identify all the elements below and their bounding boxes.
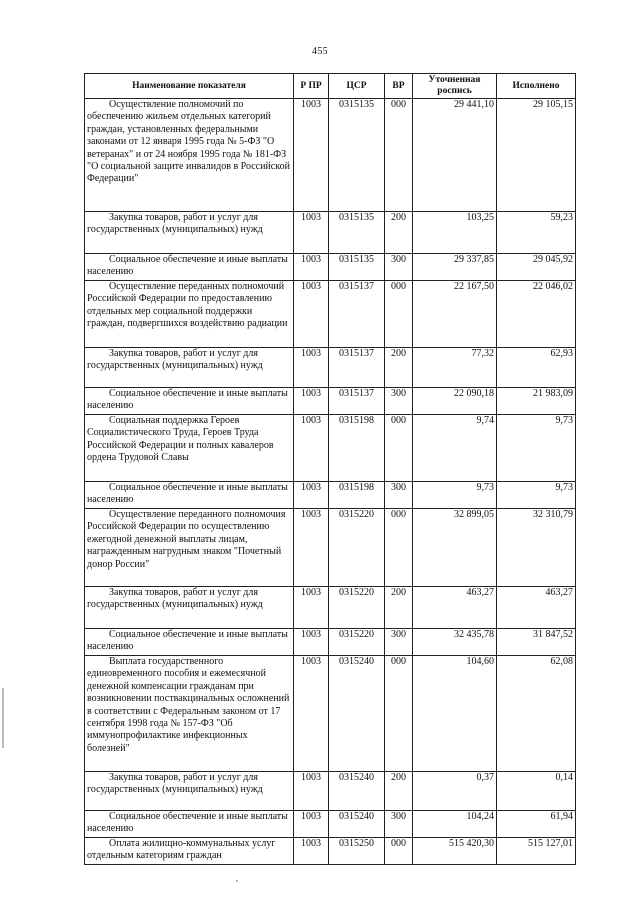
header-name: Наименование показателя: [85, 74, 294, 99]
row-name: Социальное обеспечение и иные выплаты населению: [85, 388, 294, 415]
row-rpr: 1003: [294, 415, 329, 482]
row-csr: 0315240: [329, 656, 385, 772]
row-done: 463,27: [497, 587, 576, 629]
scan-edge-mark: [2, 688, 4, 748]
row-plan: 29 441,10: [413, 99, 497, 212]
row-plan: 32 435,78: [413, 629, 497, 656]
row-rpr: 1003: [294, 629, 329, 656]
row-csr: 0315137: [329, 388, 385, 415]
row-plan: 103,25: [413, 212, 497, 254]
table-row: [85, 281, 576, 348]
header-plan: Уточненная роспись: [413, 74, 497, 99]
row-plan: 9,74: [413, 415, 497, 482]
row-csr: 0315220: [329, 587, 385, 629]
row-name: Социальное обеспечение и иные выплаты населению: [85, 482, 294, 509]
row-name: Осуществление полномочий по обеспечению жильем отдельных категорий граждан, установленных федеральными законами от 12 января 1995 года № 5-ФЗ "О ветеранах" и от 24 ноября 1995 года № 181-ФЗ "О социальной защите инвалидов в Российской Федерации": [85, 99, 294, 212]
row-rpr: 1003: [294, 281, 329, 348]
row-name: Социальное обеспечение и иные выплаты населению: [85, 629, 294, 656]
row-name: Закупка товаров, работ и услуг для государственных (муниципальных) нужд: [85, 212, 294, 254]
budget-table: [84, 73, 576, 865]
row-csr: 0315135: [329, 212, 385, 254]
row-vr: 200: [385, 348, 413, 388]
row-name: Осуществление переданных полномочий Российской Федерации по предоставлению отдельных мер социальной поддержки граждан, подвергшихся воздействию радиации: [85, 281, 294, 348]
row-done: 9,73: [497, 482, 576, 509]
row-vr: 000: [385, 509, 413, 587]
row-name: Социальное обеспечение и иные выплаты населению: [85, 254, 294, 281]
row-plan: 32 899,05: [413, 509, 497, 587]
row-done: 59,23: [497, 212, 576, 254]
row-vr: 200: [385, 587, 413, 629]
row-done: 62,93: [497, 348, 576, 388]
row-rpr: 1003: [294, 388, 329, 415]
row-rpr: 1003: [294, 212, 329, 254]
row-vr: 000: [385, 415, 413, 482]
row-vr: 000: [385, 656, 413, 772]
row-vr: 000: [385, 281, 413, 348]
header-rpr: Р ПР: [294, 74, 329, 99]
row-done: 22 046,02: [497, 281, 576, 348]
row-vr: 300: [385, 629, 413, 656]
row-plan: 29 337,85: [413, 254, 497, 281]
row-csr: 0315135: [329, 99, 385, 212]
table-row: [85, 482, 576, 509]
table-row: [85, 772, 576, 811]
row-name: Закупка товаров, работ и услуг для государственных (муниципальных) нужд: [85, 587, 294, 629]
row-done: 515 127,01: [497, 838, 576, 865]
row-csr: 0315220: [329, 509, 385, 587]
row-name: Закупка товаров, работ и услуг для государственных (муниципальных) нужд: [85, 348, 294, 388]
row-vr: 300: [385, 254, 413, 281]
row-csr: 0315137: [329, 281, 385, 348]
row-csr: 0315198: [329, 482, 385, 509]
table-row: [85, 212, 576, 254]
row-name: Выплата государственного единовременного пособия и ежемесячной денежной компенсации гражданам при возникновении поствакцинальных осложнений в соответствии с Федеральным законом от 17 сентября 1998 года № 157-ФЗ "Об иммунопрофилактике инфекционных болезней": [85, 656, 294, 772]
header-done: Исполнено: [497, 74, 576, 99]
row-done: 29 045,92: [497, 254, 576, 281]
row-vr: 000: [385, 99, 413, 212]
row-vr: 300: [385, 482, 413, 509]
row-plan: 463,27: [413, 587, 497, 629]
row-vr: 300: [385, 811, 413, 838]
table-header-row: [85, 74, 576, 99]
row-name: Закупка товаров, работ и услуг для государственных (муниципальных) нужд: [85, 772, 294, 811]
row-done: 31 847,52: [497, 629, 576, 656]
row-rpr: 1003: [294, 772, 329, 811]
row-csr: 0315137: [329, 348, 385, 388]
table-row: [85, 629, 576, 656]
row-plan: 22 090,18: [413, 388, 497, 415]
scan-speck: [236, 880, 238, 882]
row-plan: 104,24: [413, 811, 497, 838]
header-csr: ЦСР: [329, 74, 385, 99]
row-rpr: 1003: [294, 348, 329, 388]
row-vr: 200: [385, 212, 413, 254]
row-done: 29 105,15: [497, 99, 576, 212]
table-row: [85, 415, 576, 482]
table-row: [85, 811, 576, 838]
row-rpr: 1003: [294, 482, 329, 509]
row-plan: 0,37: [413, 772, 497, 811]
row-name: Оплата жилищно-коммунальных услуг отдельным категориям граждан: [85, 838, 294, 865]
row-plan: 9,73: [413, 482, 497, 509]
row-rpr: 1003: [294, 587, 329, 629]
table-row: [85, 509, 576, 587]
table-row: [85, 348, 576, 388]
row-csr: 0315250: [329, 838, 385, 865]
row-name: Осуществление переданного полномочия Российской Федерации по осуществлению ежегодной денежной выплаты лицам, награжденным нагрудным знаком "Почетный донор России": [85, 509, 294, 587]
row-vr: 000: [385, 838, 413, 865]
row-csr: 0315220: [329, 629, 385, 656]
row-done: 0,14: [497, 772, 576, 811]
table-row: [85, 656, 576, 772]
row-csr: 0315240: [329, 811, 385, 838]
row-done: 61,94: [497, 811, 576, 838]
row-name: Социальная поддержка Героев Социалистического Труда, Героев Труда Российской Федерации и полных кавалеров ордена Трудовой Славы: [85, 415, 294, 482]
row-vr: 300: [385, 388, 413, 415]
row-plan: 104,60: [413, 656, 497, 772]
row-name: Социальное обеспечение и иные выплаты населению: [85, 811, 294, 838]
row-done: 62,08: [497, 656, 576, 772]
row-plan: 77,32: [413, 348, 497, 388]
row-plan: 515 420,30: [413, 838, 497, 865]
row-csr: 0315240: [329, 772, 385, 811]
table-row: [85, 388, 576, 415]
row-vr: 200: [385, 772, 413, 811]
table-row: [85, 254, 576, 281]
row-done: 32 310,79: [497, 509, 576, 587]
row-rpr: 1003: [294, 99, 329, 212]
row-plan: 22 167,50: [413, 281, 497, 348]
row-rpr: 1003: [294, 811, 329, 838]
row-rpr: 1003: [294, 509, 329, 587]
row-csr: 0315135: [329, 254, 385, 281]
table-row: [85, 838, 576, 865]
row-done: 21 983,09: [497, 388, 576, 415]
row-done: 9,73: [497, 415, 576, 482]
row-rpr: 1003: [294, 838, 329, 865]
header-vr: ВР: [385, 74, 413, 99]
table-row: [85, 587, 576, 629]
row-rpr: 1003: [294, 254, 329, 281]
table-row: [85, 99, 576, 212]
row-rpr: 1003: [294, 656, 329, 772]
page-number: 455: [312, 46, 328, 57]
row-csr: 0315198: [329, 415, 385, 482]
